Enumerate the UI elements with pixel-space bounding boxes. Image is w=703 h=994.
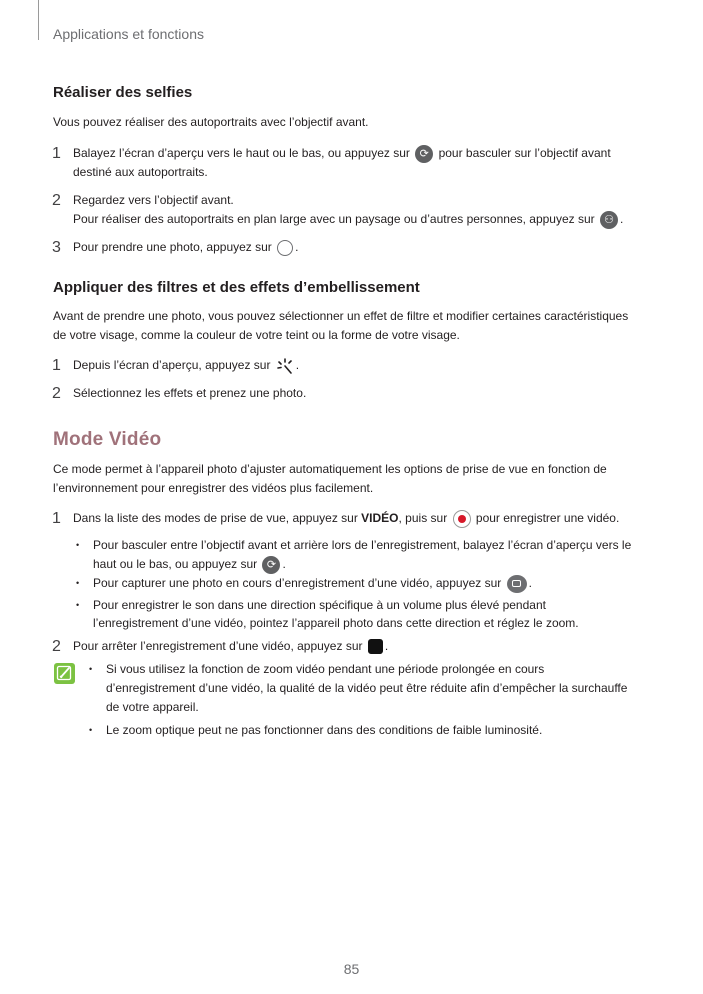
- note-text: Si vous utilisez la fonction de zoom vidéo pendant une période prolongée en cours: [106, 662, 545, 676]
- bullet-marker: •: [89, 725, 93, 735]
- video-bullet-1-line2: [93, 555, 653, 574]
- step-text: Pour arrêter l’enregistrement d’une vidéo, appuyez sur: [73, 639, 363, 653]
- step-text: Pour prendre une photo, appuyez sur: [73, 240, 272, 254]
- step-text: Regardez vers l’objectif avant.: [73, 193, 234, 207]
- selfies-step-1: [73, 144, 653, 163]
- bullet-text: Pour capturer une photo en cours d’enregistrement d’une vidéo, appuyez sur: [93, 576, 502, 590]
- bullet-text: Pour basculer entre l’objectif avant et arrière lors de l’enregistrement, balayez l’écran d’aperçu vers le: [93, 538, 632, 552]
- note-text: Le zoom optique peut ne pas fonctionner dans des conditions de faible luminosité.: [106, 723, 543, 737]
- switch-camera-icon: ⟳: [262, 556, 280, 574]
- bullet-text: l’enregistrement d’une vidéo, pointez l’appareil photo dans cette direction et réglez le zoom.: [93, 616, 579, 630]
- stop-icon: [368, 639, 383, 654]
- step-number: 1: [52, 145, 61, 162]
- record-icon: [453, 510, 471, 528]
- step-text: pour enregistrer une vidéo.: [475, 511, 620, 525]
- step-text: Pour réaliser des autoportraits en plan large avec un paysage ou d’autres personnes, appuyez sur: [73, 212, 595, 226]
- step-number: 2: [52, 192, 61, 209]
- header-rule: [38, 0, 39, 40]
- bullet-text: Pour enregistrer le son dans une direction spécifique à un volume plus élevé pendant: [93, 598, 546, 612]
- shutter-icon: [277, 240, 293, 256]
- step-text: pour basculer sur l’objectif avant: [438, 146, 611, 160]
- step-text: Depuis l’écran d’aperçu, appuyez sur: [73, 358, 271, 372]
- note-text: de votre appareil.: [106, 700, 199, 714]
- section-title-video: Mode Vidéo: [53, 429, 162, 450]
- bullet-text: .: [528, 576, 532, 590]
- note-pencil-icon: [54, 663, 75, 684]
- video-step-2: [73, 637, 653, 656]
- header-title: Applications et fonctions: [53, 26, 204, 42]
- filters-intro-line2: de votre visage, comme la couleur de votre teint ou la forme de votre visage.: [53, 328, 460, 342]
- wide-selfie-icon: ⚇: [600, 211, 618, 229]
- step-text: Sélectionnez les effets et prenez une photo.: [73, 386, 307, 400]
- step-text: .: [295, 358, 300, 372]
- video-intro-line1: Ce mode permet à l’appareil photo d’ajuster automatiquement les options de prise de vue en fonction de: [53, 462, 607, 476]
- bullet-text: haut ou le bas, ou appuyez sur: [93, 557, 258, 571]
- video-mode-keyword: VIDÉO: [361, 511, 399, 525]
- step-number: 3: [52, 239, 61, 256]
- bullet-marker: •: [76, 600, 80, 610]
- section-title-selfies: Réaliser des selfies: [53, 84, 193, 101]
- video-bullet-2: [93, 574, 653, 593]
- step-text: Balayez l’écran d’aperçu vers le haut ou le bas, ou appuyez sur: [73, 146, 410, 160]
- note-text: d’enregistrement d’une vidéo, la qualité de la vidéo peut être réduite afin d’empêcher la surchauffe: [106, 681, 628, 695]
- step-number: 1: [52, 510, 61, 527]
- bullet-marker: •: [89, 664, 93, 674]
- filters-step-1: [73, 356, 653, 375]
- step-text: .: [295, 240, 299, 254]
- page-number: 85: [343, 961, 360, 977]
- step-number: 2: [52, 385, 61, 402]
- bullet-marker: •: [76, 578, 80, 588]
- bullet-text: .: [282, 557, 286, 571]
- switch-camera-icon: ⟳: [415, 145, 433, 163]
- selfies-step-3: [73, 238, 653, 257]
- video-intro-line2: l’environnement pour enregistrer des vidéos plus facilement.: [53, 481, 374, 495]
- selfies-intro: Vous pouvez réaliser des autoportraits avec l’objectif avant.: [53, 115, 369, 129]
- step-number: 1: [52, 357, 61, 374]
- step-text: .: [384, 639, 389, 653]
- video-step-1: [73, 509, 653, 528]
- filter-sparkle-icon: [276, 357, 294, 375]
- capture-camera-icon: [507, 575, 527, 593]
- step-text: .: [620, 212, 624, 226]
- step-text: destiné aux autoportraits.: [73, 165, 208, 179]
- section-title-filters: Appliquer des filtres et des effets d’embellissement: [53, 279, 420, 296]
- bullet-marker: •: [76, 540, 80, 550]
- step-number: 2: [52, 638, 61, 655]
- selfies-step-2-line2: [73, 210, 653, 229]
- filters-intro-line1: Avant de prendre une photo, vous pouvez sélectionner un effet de filtre et modifier certaines caractéristiques: [53, 309, 629, 323]
- step-text: Dans la liste des modes de prise de vue, appuyez sur: [73, 511, 358, 525]
- step-text: , puis sur: [398, 511, 448, 525]
